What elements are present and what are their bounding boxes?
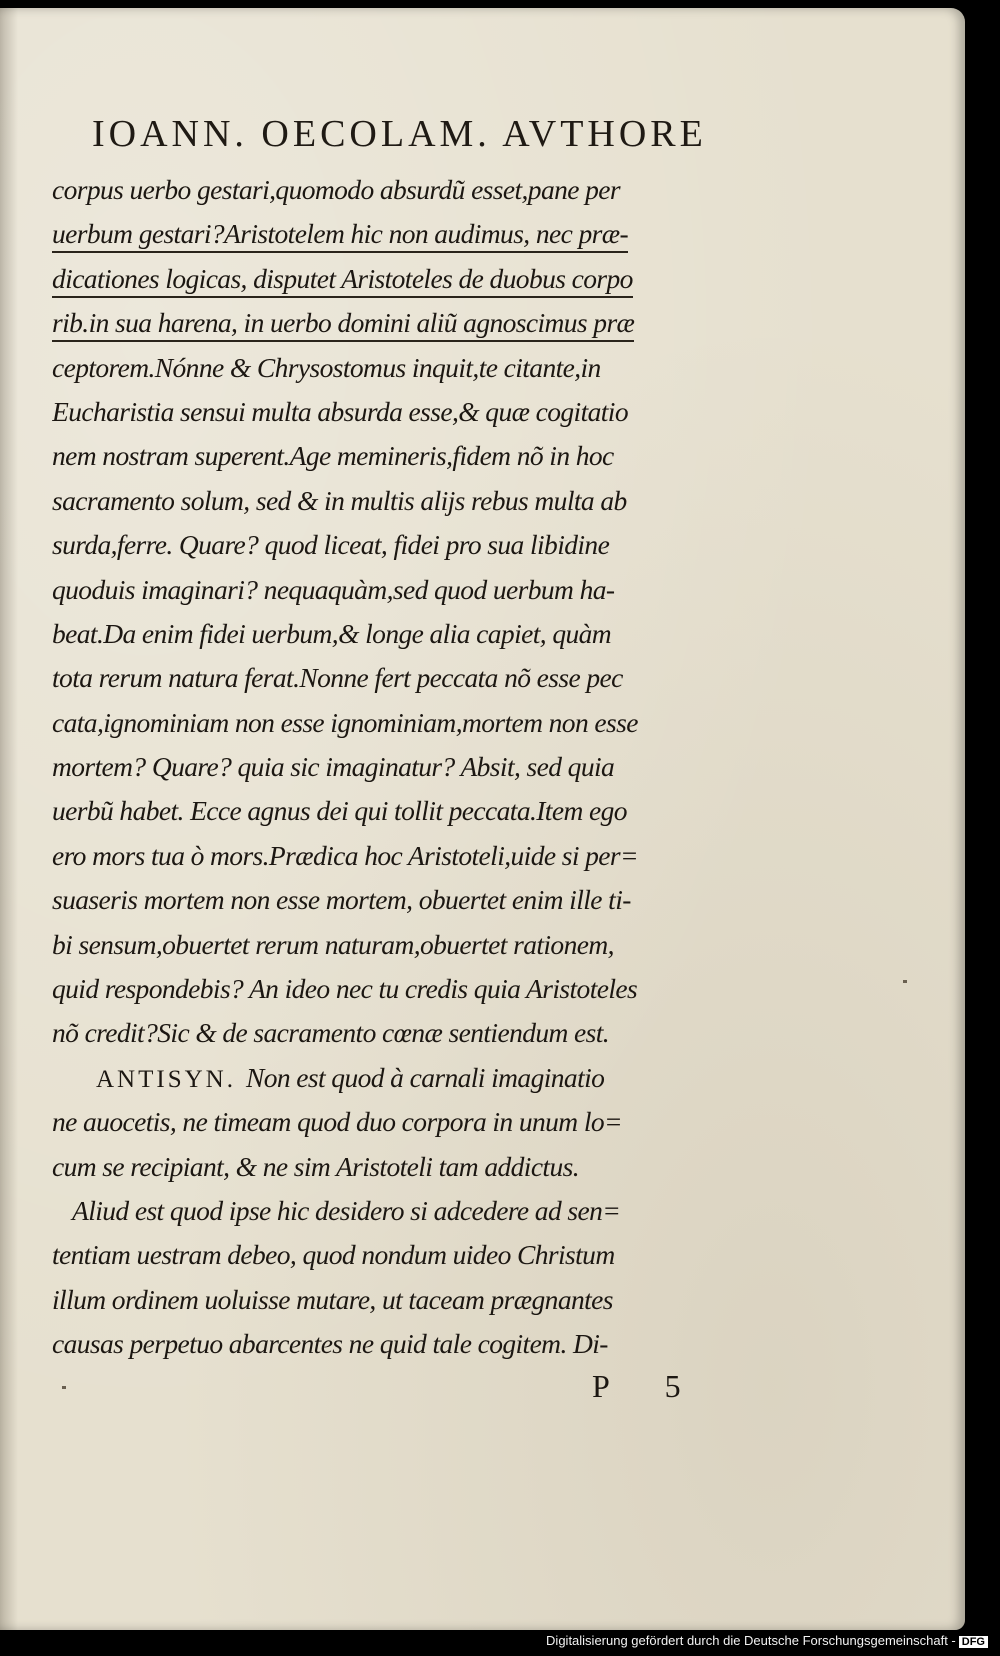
body-text (52, 168, 752, 1367)
text-line-1: corpus uerbo gestari,quomodo absurdũ esset,pane per (52, 174, 620, 205)
text-line-3 (52, 257, 752, 301)
text-line-10: quoduis imaginari? nequaquàm,sed quod uerbum ha- (52, 573, 615, 605)
speaker-text: Non est quod à carnali imaginatio (245, 1061, 605, 1093)
text-line-8: sacramento solum, sed & in multis alijs rebus multa ab (52, 484, 627, 516)
text-line-27: causas perpetuo abarcentes ne quid tale cogitem. Di- (52, 1328, 608, 1360)
underlined-span: dicationes logicas, disputet Aristoteles de duobus corpo (52, 263, 633, 298)
text-line-2 (52, 212, 752, 256)
book-page (0, 8, 965, 1630)
underlined-span: uerbum gestari?Aristotelem hic non audimus, nec præ- (52, 218, 628, 253)
speaker-label: ANTISYN. (96, 1065, 236, 1093)
ink-speck (903, 980, 907, 983)
text-line-18: bi sensum,obuertet rerum naturam,obuertet rationem, (52, 928, 614, 960)
text-line-4 (52, 301, 752, 345)
page-gutter-shadow (0, 8, 18, 1630)
signature-mark: P 5 (592, 1368, 705, 1404)
text-line-17: suaseris mortem non esse mortem, obuertet enim ille ti- (52, 884, 631, 916)
text-line-11: beat.Da enim fidei uerbum,& longe alia capiet, quàm (52, 617, 612, 649)
text-line-23: cum se recipiant, & ne sim Aristoteli tam addictus. (52, 1150, 579, 1182)
text-line-7: nem nostram superent.Age memineris,fidem nõ in hoc (52, 440, 614, 472)
text-line-6: Eucharistia sensui multa absurda esse,& quæ cogitatio (52, 395, 628, 427)
text-line-9: surda,ferre. Quare? quod liceat, fidei pro sua libidine (52, 529, 610, 561)
text-line-20: nõ credit?Sic & de sacramento cœnæ sentiendum est. (52, 1017, 610, 1049)
text-line-13: cata,ignominiam non esse ignominiam,mortem non esse (52, 706, 638, 738)
credit-text: Digitalisierung gefördert durch die Deutsche Forschungsgemeinschaft - (546, 1633, 956, 1648)
text-line-22: ne auocetis, ne timeam quod duo corpora in unum lo= (52, 1106, 622, 1138)
text-line-19: quid respondebis? An ideo nec tu credis quia Aristoteles (52, 973, 638, 1005)
dfg-logo: DFG (959, 1636, 988, 1648)
text-line-25: tentiam uestram debeo, quod nondum uideo Christum (52, 1239, 615, 1271)
text-line-26: illum ordinem uoluisse mutare, ut taceam prægnantes (52, 1283, 613, 1315)
text-line-5: ceptorem.Nónne & Chrysostomus inquit,te citante,in (52, 351, 601, 383)
speaker-line (52, 1056, 752, 1100)
text-line-15: uerbũ habet. Ecce agnus dei qui tollit peccata.Item ego (52, 795, 627, 827)
text-line-12: tota rerum natura ferat.Nonne fert peccata nõ esse pec (52, 662, 623, 694)
digitization-credit (546, 1633, 988, 1648)
running-head: IOANN. OECOLAM. AVTHORE (92, 113, 707, 155)
text-line-14: mortem? Quare? quia sic imaginatur? Absit, sed quia (52, 751, 615, 783)
text-line-24: Aliud est quod ipse hic desidero si adcedere ad sen= (72, 1194, 621, 1226)
text-line-16: ero mors tua ò mors.Prædica hoc Aristoteli,uide si per= (52, 839, 638, 871)
ink-speck (62, 1386, 66, 1389)
underlined-span: rib.in sua harena, in uerbo domini aliũ agnoscimus præ (52, 307, 634, 342)
